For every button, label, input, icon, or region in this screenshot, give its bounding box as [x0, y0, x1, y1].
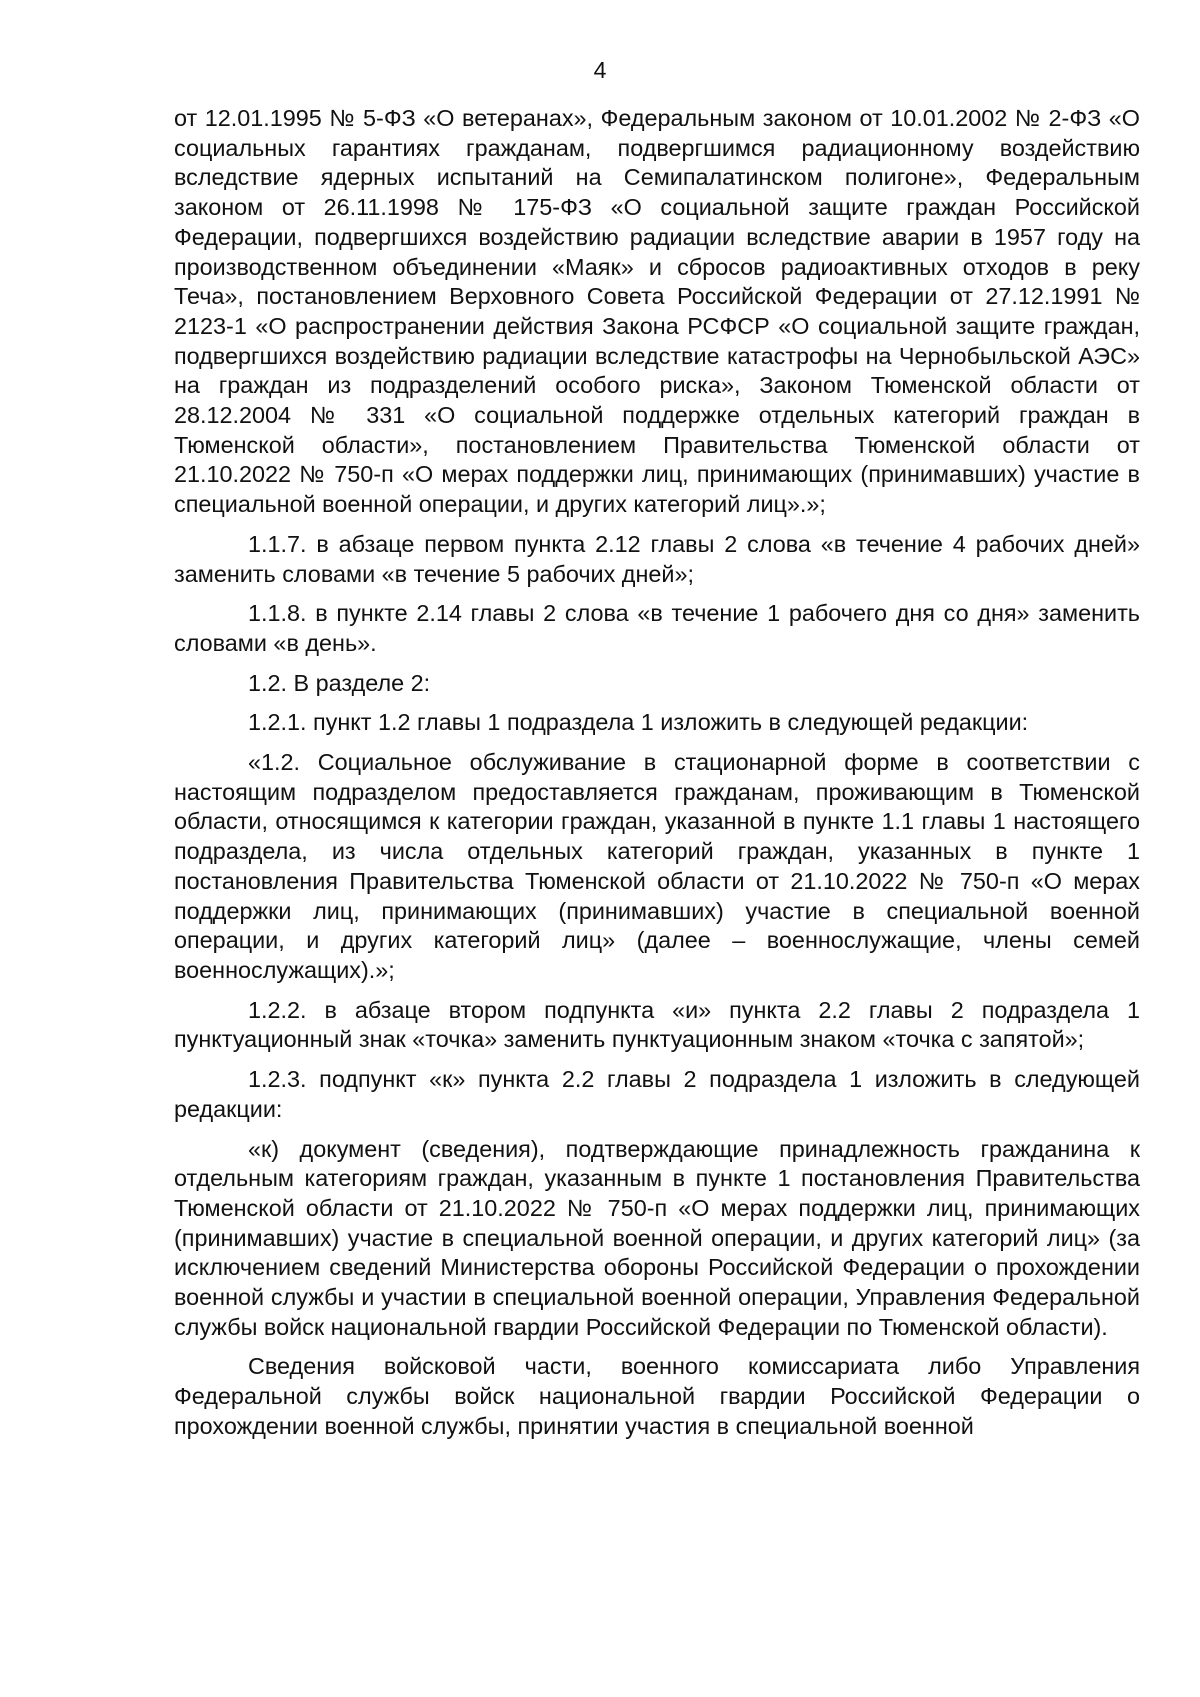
paragraph-2: 1.1.7. в абзаце первом пункта 2.12 главы 2 слова «в течение 4 рабочих дней» заменить словами «в течение 5 рабочих дней»;: [174, 530, 1140, 587]
paragraph-8: 1.2.3. подпункт «к» пункта 2.2 главы 2 подраздела 1 изложить в следующей редакции:: [174, 1066, 1140, 1122]
document-body: [174, 104, 1140, 1452]
paragraph-10: Сведения войсковой части, военного комиссариата либо Управления Федеральной службы войск национальной гвардии Российской Федерации о прохождении военной службы, принятии участия в специальной военной: [174, 1353, 1140, 1439]
paragraph-1: от 12.01.1995 № 5-ФЗ «О ветеранах», Федеральным законом от 10.01.2002 № 2-ФЗ «О социальных гарантиях гражданам, подвергшимся радиационному воздействию вследствие ядерных испытаний на Семипалатинском полигоне», Федеральным законом от 26.11.1998 № 175-ФЗ «О социальной защите граждан Российской Федерации, подвергшихся воздействию радиации вследствие аварии в 1957 году на производственном объединении «Маяк» и сбросов радиоактивных отходов в реку Теча», постановлением Верховного Совета Российской Федерации от 27.12.1991 № 2123-1 «О распространении действия Закона РСФСР «О социальной защите граждан, подвергшихся воздействию радиации вследствие катастрофы на Чернобыльской АЭС» на граждан из подразделений особого риска», Законом Тюменской области от 28.12.2004 № 331 «О социальной поддержке отдельных категорий граждан в Тюменской области», постановлением Правительства Тюменской области от 21.10.2022 № 750-п «О мерах поддержки лиц, принимающих (принимавших) участие в специальной военной операции, и других категорий лиц».»;: [174, 105, 1140, 518]
paragraph-4: 1.2. В разделе 2:: [248, 669, 431, 696]
paragraph-7: 1.2.2. в абзаце втором подпункта «и» пункта 2.2 главы 2 подраздела 1 пунктуационный знак «точка» заменить пунктуационным знаком «точка с запятой»;: [174, 996, 1140, 1053]
paragraph-9: «к) документ (сведения), подтверждающие принадлежность гражданина к отдельным категориям граждан, указанным в пункте 1 постановления Правительства Тюменской области от 21.10.2022 № 750-п «О мерах поддержки лиц, принимающих (принимавших) участие в специальной военной операции, и других категорий лиц» (за исключением сведений Министерства обороны Российской Федерации о прохождении военной службы и участии в специальной военной операции, Управления Федеральной службы войск национальной гвардии Российской Федерации по Тюменской области).: [174, 1135, 1140, 1340]
paragraph-3: 1.1.8. в пункте 2.14 главы 2 слова «в течение 1 рабочего дня со дня» заменить словами «в день».: [174, 600, 1140, 656]
page-number: 4: [593, 57, 607, 83]
paragraph-6: «1.2. Социальное обслуживание в стационарной форме в соответствии с настоящим подразделом предоставляется гражданам, проживающим в Тюменской области, относящимся к категории граждан, указанной в пункте 1.1 главы 1 настоящего подраздела, из числа отдельных категорий граждан, указанных в пункте 1 постановления Правительства Тюменской области от 21.10.2022 № 750-п «О мерах поддержки лиц, принимающих (принимавших) участие в специальной военной операции, и других категорий лиц» (далее – военнослужащие, члены семей военнослужащих).»;: [174, 749, 1140, 983]
paragraph-5: 1.2.1. пункт 1.2 главы 1 подраздела 1 изложить в следующей редакции:: [248, 709, 1029, 736]
